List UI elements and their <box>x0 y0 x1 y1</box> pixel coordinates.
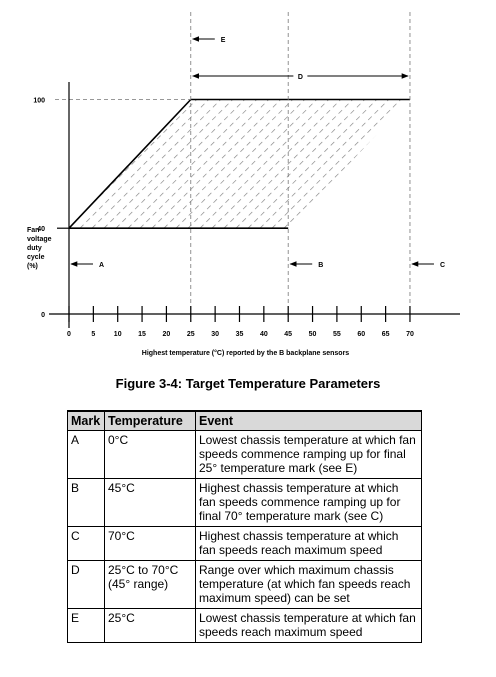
hatch-line <box>356 100 485 229</box>
hatch-line <box>440 100 496 229</box>
hatch-line <box>0 100 29 229</box>
table-row <box>68 431 422 479</box>
hatch-line <box>260 100 389 229</box>
x-tick-label: 30 <box>211 331 220 338</box>
region-outline <box>69 100 410 229</box>
x-tick-label: 15 <box>138 331 146 338</box>
x-tick-label: 35 <box>235 331 244 338</box>
marker-a-label: A <box>99 262 105 269</box>
axes <box>49 82 460 328</box>
mark-cell: D <box>68 561 105 609</box>
hatch-line <box>320 100 449 229</box>
y-tick-label: 40 <box>37 226 45 234</box>
y-ticks <box>33 98 45 320</box>
hatch-line <box>32 97 161 229</box>
y-axis-label-line: Fan <box>27 227 40 234</box>
x-tick-label: 20 <box>162 331 171 338</box>
x-tick-label: 10 <box>113 331 122 338</box>
hatch-line <box>8 97 137 229</box>
hatch-line <box>104 100 233 229</box>
hatch-line <box>0 97 77 229</box>
table-header-row <box>68 411 422 431</box>
hatch-line <box>380 100 496 229</box>
hatch-line <box>188 100 317 229</box>
y-tick-label: 100 <box>33 97 45 105</box>
y-axis-label-line: duty <box>27 245 42 252</box>
span-d-label: D <box>297 74 303 81</box>
hatch-line <box>488 100 496 229</box>
header-mark: Mark <box>68 411 105 431</box>
x-tick-label: 70 <box>406 331 414 338</box>
hatch-line <box>0 100 17 229</box>
hatch-line <box>272 100 401 229</box>
x-axis-label: Highest temperature (°C) reported by the B backplane sensors <box>141 350 350 357</box>
y-axis-label-line: voltage <box>27 236 52 243</box>
hatch-line <box>0 100 41 229</box>
hatch-line <box>404 100 496 229</box>
hatch-line <box>200 100 329 229</box>
hatch-line <box>0 97 101 229</box>
temperature-cell: 70°C <box>105 527 196 561</box>
mark-cell: C <box>68 527 105 561</box>
mark-cell: A <box>68 431 105 479</box>
x-tick-label: 55 <box>333 331 341 338</box>
table-row <box>68 561 422 609</box>
hatched-region <box>0 97 496 229</box>
guide-lines <box>55 12 410 322</box>
temperature-cell: 25°C to 70°C (45° range) <box>105 561 196 609</box>
hatch-line <box>92 100 221 229</box>
hatch-line <box>0 97 53 229</box>
hatch-line <box>164 100 293 229</box>
event-cell: Lowest chassis temperature at which fan speeds reach maximum speed <box>196 609 422 643</box>
header-event: Event <box>196 411 422 431</box>
hatch-line <box>416 100 496 229</box>
hatch-line <box>392 100 496 229</box>
temperature-cell: 0°C <box>105 431 196 479</box>
hatch-line <box>152 100 281 229</box>
hatch-line <box>332 100 461 229</box>
hatch-line <box>212 100 341 229</box>
x-tick-label: 60 <box>357 331 366 338</box>
hatch-lines <box>0 97 496 229</box>
hatch-line <box>296 100 425 229</box>
temperature-cell: 45°C <box>105 479 196 527</box>
figure-caption: Figure 3-4: Target Temperature Parameters <box>115 376 381 391</box>
hatch-line <box>176 100 305 229</box>
x-tick-label: 25 <box>186 331 195 338</box>
hatch-line <box>0 97 125 229</box>
hatch-line <box>140 100 269 229</box>
hatch-line <box>464 100 496 229</box>
x-tick-label: 40 <box>259 331 268 338</box>
header-temperature: Temperature <box>105 411 196 431</box>
hatch-line <box>236 100 365 229</box>
hatch-line <box>0 100 5 229</box>
y-tick-label: 0 <box>41 312 45 319</box>
hatch-line <box>308 100 437 229</box>
hatch-line <box>284 100 413 229</box>
x-tick-label: 50 <box>308 331 317 338</box>
y-axis-label-line: (%) <box>27 263 38 270</box>
y-axis-label <box>27 227 52 270</box>
marker-c-label: C <box>439 262 446 269</box>
hatch-line <box>80 100 209 229</box>
marks-table <box>67 410 422 643</box>
hatch-line <box>248 100 377 229</box>
temperature-cell: 25°C <box>105 609 196 643</box>
hatch-line <box>56 100 185 229</box>
hatch-line <box>368 100 496 229</box>
mark-cell: E <box>68 609 105 643</box>
x-tick-label: 65 <box>381 331 390 338</box>
hatch-line <box>0 97 89 229</box>
hatch-line <box>452 100 496 229</box>
marker-e-label: E <box>220 37 226 44</box>
hatch-line <box>476 100 496 229</box>
x-tick-label: 5 <box>91 331 96 338</box>
x-tick-label: 45 <box>284 331 293 338</box>
hatch-line <box>344 100 473 229</box>
hatch-line <box>128 100 257 229</box>
x-ticks <box>67 306 414 338</box>
x-tick-label: 0 <box>67 331 71 338</box>
mark-cell: B <box>68 479 105 527</box>
table-row <box>68 527 422 561</box>
table-row <box>68 609 422 643</box>
event-cell: Lowest chassis temperature at which fan speeds commence ramping up for final 25° temperature mark (see E) <box>196 431 422 479</box>
markers <box>71 37 445 269</box>
event-cell: Highest chassis temperature at which fan speeds commence ramping up for final 70° temperature mark (see C) <box>196 479 422 527</box>
hatch-line <box>44 100 173 229</box>
event-cell: Highest chassis temperature at which fan speeds reach maximum speed <box>196 527 422 561</box>
hatch-line <box>116 100 245 229</box>
region-left-edge <box>69 100 191 229</box>
hatch-line <box>428 100 496 229</box>
marker-b-label: B <box>318 262 324 269</box>
y-axis-label-line: cycle <box>27 254 45 261</box>
hatch-line <box>0 97 113 229</box>
table-row <box>68 479 422 527</box>
event-cell: Range over which maximum chassis temperature (at which fan speeds reach maximum speed) can be set <box>196 561 422 609</box>
hatch-line <box>0 97 65 229</box>
